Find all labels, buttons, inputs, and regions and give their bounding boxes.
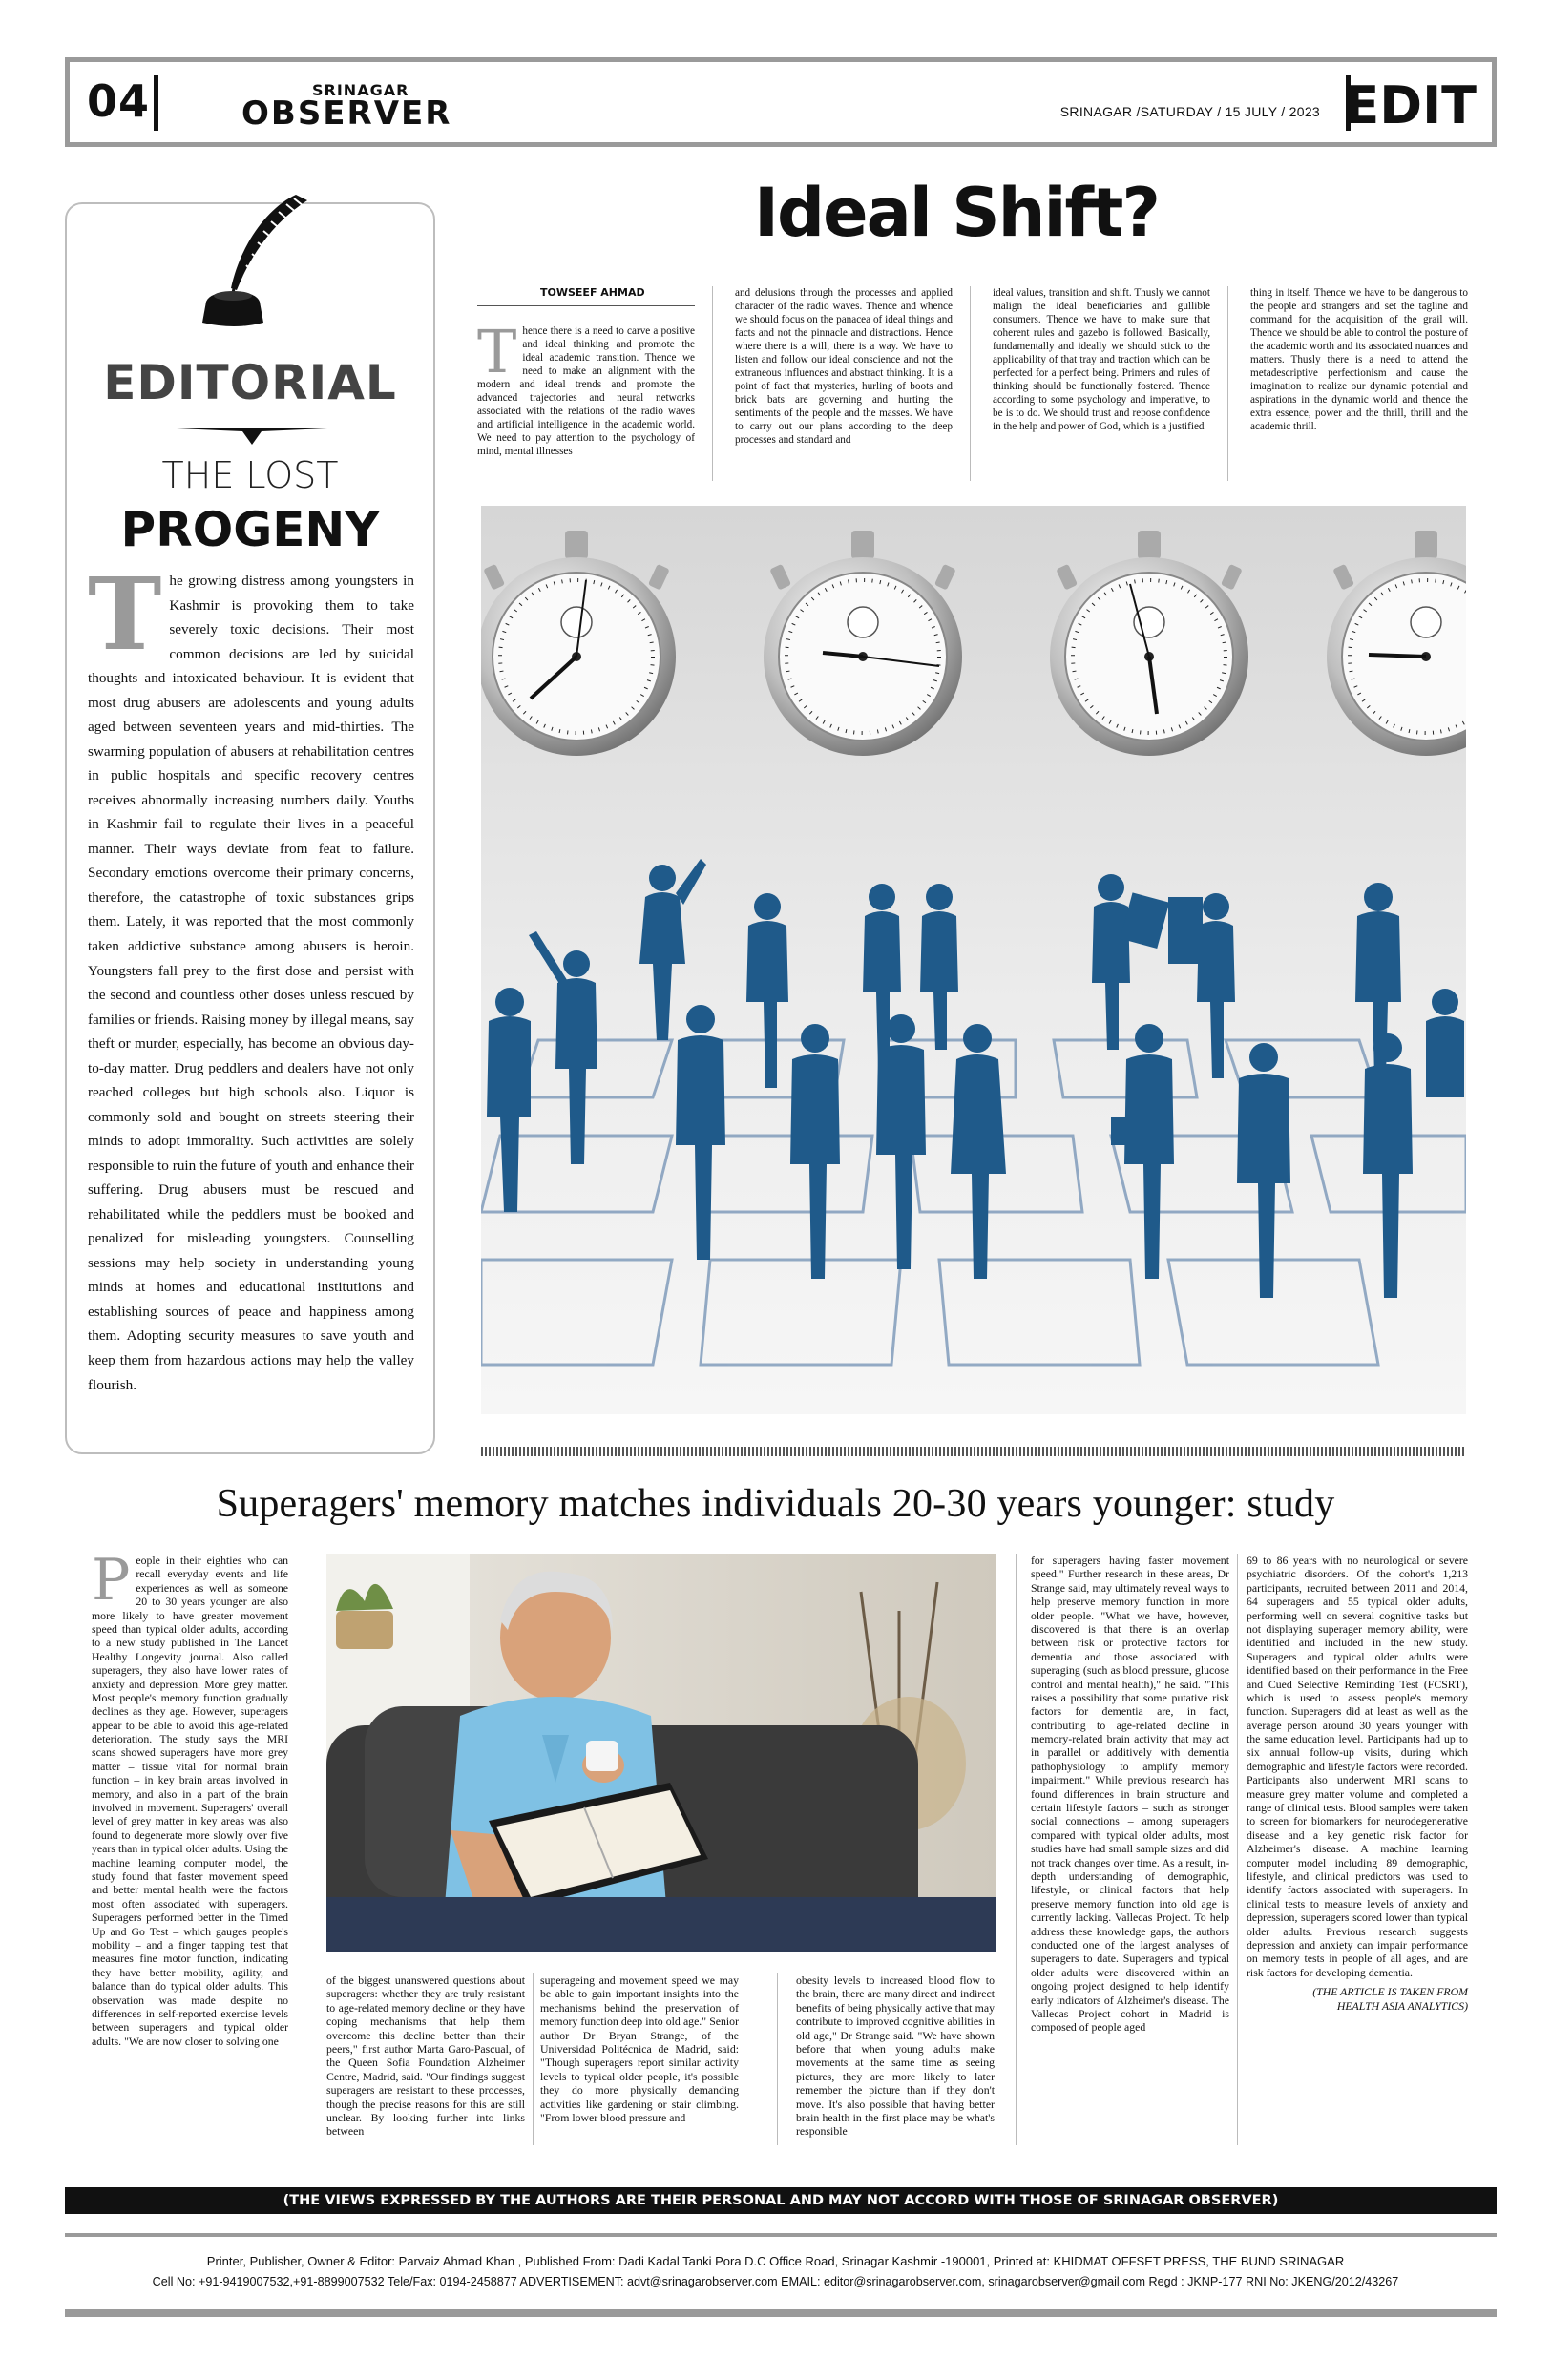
column-text: 69 to 86 years with no neurological or severe psychiatric disorders. Of the cohort's 1,213 participants, recruited between 2011 and 2014, 64 superagers and 55 typical older adults, performing well on several cognitive tasks but not displaying superager memory ability, were identified and included in the new study. Superagers and typical older adults were identified based on their performance in the Free and Cued Selective Reminding Test (FCSRT), which is used to assess people's memory function. Superagers did at least as well as the average person around 30 years younger with the same education level. Participants had up to six annual follow-up visits, during which demographic and lifestyle factors were recorded. Participants also underwent MRI scans to measure grey matter volume and completed a range of clinical tests. Blood samples were taken to screen for biomarkers for neurodegenerative disease and a key genetic risk factor for Alzheimer's disease. A machine learning computer model including 89 demographic, lifestyle, and clinical predictors was used to identify factors associated with superagers. In clinical tests to measure levels of anxiety and depression, superagers scored lower than typical older adults. Previous research suggests depression and anxiety can impair performance on memory tests in people of all ages, and are risk factors for developing dementia.: [1247, 1554, 1468, 1979]
column-text: thing in itself. Thence we have to be dangerous to the people and strangers and set the tagline and command for the acquisition of the grail will. Thence we should be able to control the posture of the academic worth and its associated nuances and matters. Thusly there is a need to attend the metadescriptive perfectionism and cause the imagination to realize our dynamic potential and aspirations in the dynamic world and thence the extra essence, power and the thrill, thrill and the academic thrill.: [1250, 287, 1468, 432]
editorial-body: [88, 555, 414, 1397]
dropcap: T: [477, 317, 517, 386]
dropcap: T: [88, 555, 162, 673]
article-column: [326, 1973, 525, 2145]
imprint-contacts: Cell No: +91-9419007532,+91-8899007532 Tele/Fax: 0194-2458877 ADVERTISEMENT: advt@srinagarobserver.com EMAIL: editor@srinagarobserver.com, srinagarobserver@gmail.com Regd : JKNP-177 RNI No: JKENG/2012/43267: [152, 2275, 1399, 2288]
page-number: 04: [87, 75, 151, 127]
article-headline: Ideal Shift?: [754, 174, 1159, 252]
article-credit: HEALTH ASIA ANALYTICS): [1336, 1998, 1468, 2013]
article-column: [1247, 1554, 1468, 2145]
column-text: for superagers having faster movement speed." Further research in these areas, Dr Strange said, may ultimately reveal ways to help preserve memory function in more older people. "What we have, however, discovered is that there is an overlap between risk or protective factors for dementia and those associated with superaging (such as blood pressure, glucose control and mental health)," he said. "This raises a possibility that some putative risk factors for dementia are, in fact, contributing to age-related decline in memory-related brain activity that may act in parallel or additively with dementia pathophysiology to amplify memory impairment." While previous research has found differences in brain structure and certain lifestyle factors – such as stronger social connections – among superagers compared with typical older adults, most studies have had small sample sizes and did not track changes over time. As a result, in-depth understanding of demographic, lifestyle, or clinical factors that help preserve memory function into old age is currently lacking. Vallecas Project. To help address these knowledge gaps, the authors conducted one of the largest analyses of superagers to date. Superagers and typical older adults were discovered within an ongoing project designed to help identify early indicators of Alzheimer's disease. The Vallecas Project cohort in Madrid is composed of people aged: [1031, 1554, 1229, 2035]
column-rule: [1227, 286, 1228, 481]
article-column: [993, 286, 1210, 483]
column-rule: [1016, 1554, 1017, 2145]
column-text: hence there is a need to carve a positive and ideal thinking and promote the ideal academic transition. Thence we need to make an alignment with the modern and ideal trends and promote the advanced trajectories and neural networks associated with the relations of the radio waves and artificial intelligence in the academic world. We need to pay attention to the psychology of mind, mental illnesses: [477, 325, 695, 457]
column-text: eople in their eighties who can recall everyday events and life experiences as well as someone 20 to 30 years younger are also more likely to have greater movement speed than typical older adults, according to a new study published in The Lancet Healthy Longevity journal. Also called superagers, they also have lower rates of anxiety and depression. More grey matter. Most people's memory function gradually declines as they age. However, superagers appear to be able to avoid this age-related deterioration. The study says the MRI scans showed superagers have more grey matter – tissue vital for normal brain function – in key brain areas involved in memory, and also in a part of the brain involved in movement. Superagers' overall level of grey matter in key areas was also found to degenerate more slowly over five years than in typical older adults. Using the machine learning computer model, the study found that faster movement speed and better mental health were the factors most often associated with superagers. Superagers performed better in the Timed Up and Go Test – which gauges people's mobility – and a finger tapping test that measures fine motor function, indicating they have better mobility, agility, and balance than do typical older adults. This observation was made despite no differences in self-reported exercise levels between superagers and typical older adults. "We are now closer to solving one: [92, 1554, 288, 2048]
article-credit: (THE ARTICLE IS TAKEN FROM: [1312, 1985, 1468, 1999]
dropcap: P: [92, 1547, 131, 1614]
photo-senior-reading: [326, 1554, 996, 1952]
column-rule: [533, 1973, 534, 2145]
masthead: [65, 57, 1497, 147]
brand-city: SRINAGAR: [312, 81, 409, 99]
editorial-box: [65, 202, 435, 1454]
brand-name: OBSERVER: [241, 94, 452, 133]
column-text: ideal values, transition and shift. Thusly we cannot malign the ideal beneficiaries and gullible consumers. Thence we have to make sure that coherent rules and gazebo is followed. Basically, fundamentally and ideally we should stick to the applicability of that tray and traction which can be perfected for a perfect being. Primers and rules of thinking should be functionally fostered. Thence according to some psychology and imperative, to be is to do. We should trust and repose confidence in the help and power of God, which is a justified: [993, 287, 1210, 432]
divider: [154, 75, 158, 131]
column-rule: [970, 286, 971, 481]
article-column: [1250, 286, 1468, 483]
column-rule: [777, 1973, 778, 2145]
article-headline: Superagers' memory matches individuals 20-30 years younger: study: [216, 1482, 1335, 1526]
column-text: obesity levels to increased blood flow to the brain, there are many direct and indirect benefits of being physically active that may contribute to improved cognitive abilities in old age," Dr Strange said. "We have shown before that when young adults make movements at the same time as seeing pictures, they are more likely to later remember the picture than if they don't move. It's also possible that having better brain health in the first place may be what's responsible: [796, 1973, 995, 2139]
disclaimer-bar: (THE VIEWS EXPRESSED BY THE AUTHORS ARE THEIR PERSONAL AND MAY NOT ACCORD WITH THOSE OF SRINAGAR OBSERVER): [65, 2187, 1497, 2214]
column-rule: [712, 286, 713, 481]
editorial-text: he growing distress among youngsters in Kashmir is provoking them to take severely toxic decisions. Their most common decisions are led by suicidal thoughts and intoxicated behaviour. It is evident that most drug abusers are adolescents and young adults aged between seventeen years and mid-thirties. The swarming population of abusers at rehabilitation centres in public hospitals and specific recovery centres receives abnormally increasing numbers daily. Youths in Kashmir fail to regulate their lives in a peaceful manner. Their ways deviate from feat to failure. Secondary emotions overcome their primary concerns, therefore, the catastrophe of toxic substances grips them. Lately, it was reported that the most commonly taken addictive substance among abusers is heroin. Youngsters fall prey to the first dose and persist with the second and countless other doses unless rescued by families or friends. Raising money by illegal means, say theft or murder, especially, has become an obvious day-to-day matter. Drug peddlers and dealers have not only reached colleges but high schools also. Liquor is commonly sold and bought on streets steering their minds to adopt immorality. Such activities are solely responsible to ruin the future of youth and enhance their suffering. Drug abusers must be rescued and rehabilitated while the peddlers must be booked and penalized for misleading youngsters. Counselling sessions may help society in understanding young minds at homes and educational institutions and establishing sources of peace and happiness among them. Adopting security measures to save youth and keep them from hazardous actions may help the valley flourish.: [88, 573, 414, 1393]
editorial-label: EDITORIAL: [103, 355, 397, 410]
column-text: and delusions through the processes and applied character of the radio waves. Thence and whence we should focus on the panacea of ideal things and facts and not the pinnacle and distractions. Hence where there is a will, there is a way. We have to listen and follow our ideal conscience and not the extraneous influences and abstract thinking. It is a point of fact that mysteries, hurling of boots and brick bats are governing and hurting the sentiments of the people and the masses. We have to carry out our plans according to the deep processes and standard and: [735, 287, 953, 446]
imprint-line: Printer, Publisher, Owner & Editor: Parvaiz Ahmad Khan , Published From: Dadi Kadal Tanki Pora D.C Office Road, Srinagar Kashmir -190001, Printed at: KHIDMAT OFFSET PRESS, THE BUND SRINAGAR: [206, 2254, 1345, 2268]
column-text: superageing and movement speed we may be able to gain important insights into the mechanisms behind the preservation of memory function deep into old age." Senior author Dr Bryan Strange, of the Universidad Politécnica de Madrid, said: "Though superagers report similar activity levels to typical older people, it's possible they do more physically demanding activities like gardening or stair climbing. "From lower blood pressure and: [540, 1973, 739, 2124]
decorative-strip: [481, 1447, 1466, 1456]
editorial-title: PROGENY: [120, 502, 380, 557]
footer-rule: [65, 2309, 1497, 2317]
footer-rule: [65, 2233, 1497, 2237]
article-column: [477, 317, 695, 483]
quill-inkpot-icon: [181, 189, 315, 332]
article-column: [735, 286, 953, 483]
byline-rule: [477, 305, 695, 306]
column-rule: [1237, 1554, 1238, 2145]
arrow-down-icon: [155, 426, 349, 447]
section-label: EDIT: [1344, 75, 1477, 136]
article-column: [540, 1973, 739, 2145]
article-column: [796, 1973, 995, 2145]
column-text: of the biggest unanswered questions about superagers: whether they are truly resistant to age-related memory decline or they have coping mechanisms that help them overcome this decline better than their peers," first author Marta Garo-Pascual, of the Queen Sofia Foundation Alzheimer Centre, Madrid, said. "Our findings suggest superagers are resistant to these processes, though the precise reasons for this are still unclear. By looking further into links between: [326, 1973, 525, 2139]
editorial-subtitle: THE LOST: [161, 454, 339, 496]
article-column: [92, 1547, 288, 2143]
article-column: [1031, 1554, 1229, 2143]
byline: TOWSEEF AHMAD: [540, 286, 645, 299]
illustration-clocks-people: [481, 506, 1466, 1414]
dateline: SRINAGAR /SATURDAY / 15 JULY / 2023: [1059, 104, 1320, 119]
